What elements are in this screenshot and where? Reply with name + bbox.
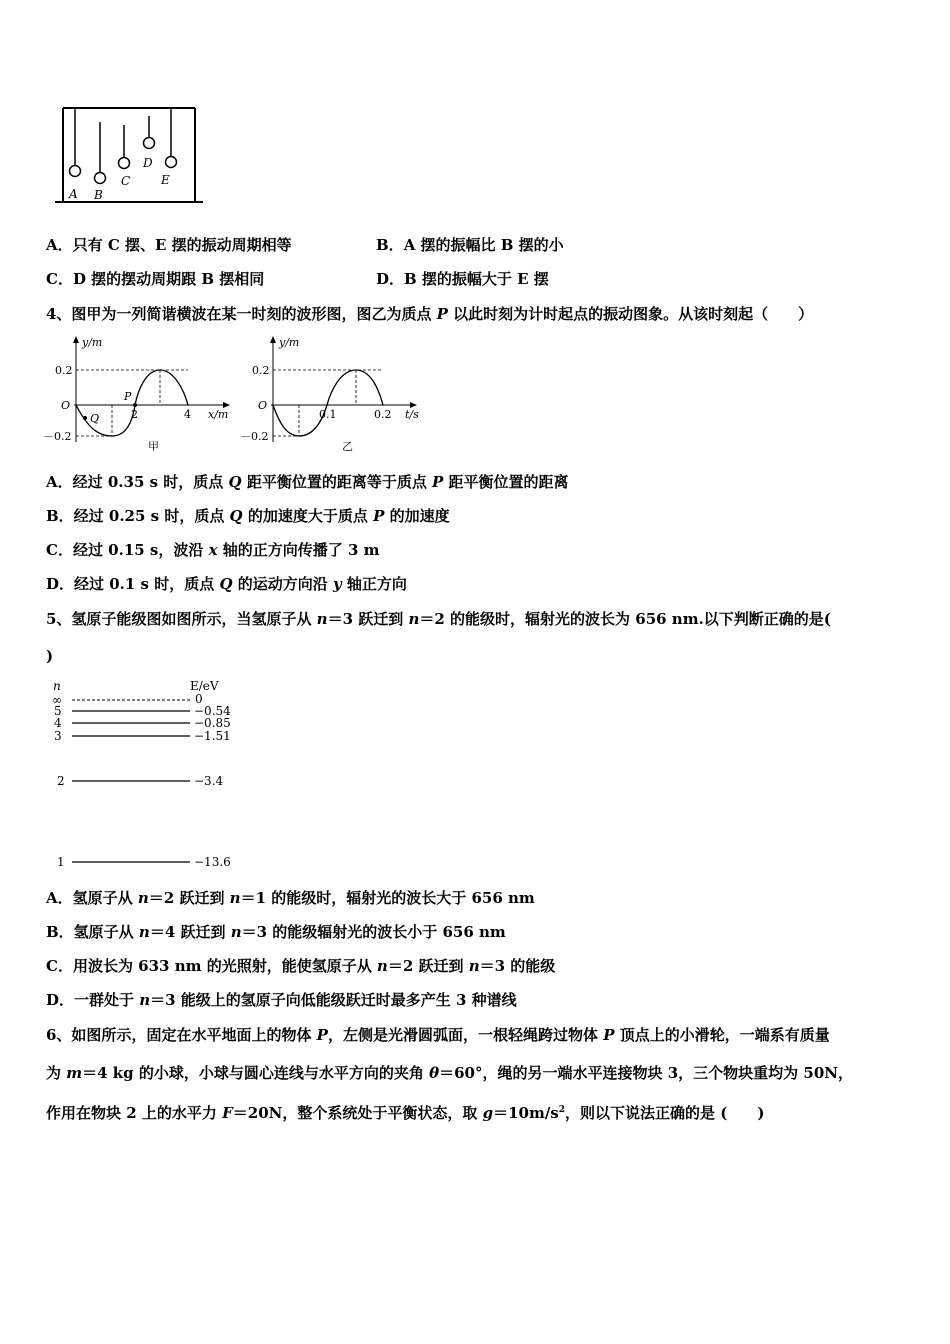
level-n-header: n — [53, 679, 61, 693]
level-e-3: −1.51 — [194, 729, 231, 743]
level-e-inf: 0 — [195, 692, 203, 706]
yi-tick-x-2: 0.2 — [374, 408, 392, 421]
level-n-5: 5 — [54, 704, 62, 718]
wave-figure-yi — [235, 330, 435, 460]
q4-stem: 4、图甲为一列简谐横波在某一时刻的波形图，图乙为质点 P 以此时刻为计时起点的振动图象。从该时刻起（ ） — [46, 305, 814, 323]
yi-tick-y-pos: 0.2 — [252, 364, 270, 377]
q4-option-b: B．经过 0.25 s 时，质点 Q 的加速度大于质点 P 的加速度 — [46, 507, 450, 525]
jia-xlabel: x/m — [208, 408, 229, 421]
jia-point-q: Q — [90, 412, 100, 425]
q4-option-a: A．经过 0.35 s 时，质点 Q 距平衡位置的距离等于质点 P 距平衡位置的距离 — [46, 473, 569, 491]
q5-stem-close: ) — [46, 647, 54, 665]
level-n-4: 4 — [54, 716, 62, 730]
yi-caption: 乙 — [342, 440, 353, 453]
q3-option-c: C．D 摆的摆动周期跟 B 摆相同 — [46, 270, 265, 288]
level-e-2: −3.4 — [194, 774, 224, 788]
jia-ylabel: y/m — [82, 336, 103, 349]
level-n-3: 3 — [54, 729, 62, 743]
level-e-1: −13.6 — [194, 855, 231, 869]
jia-point-p: P — [124, 390, 132, 403]
jia-tick-x-2: 2 — [131, 408, 138, 421]
jia-tick-y-neg: －0.2 — [43, 430, 72, 443]
level-e-header: E/eV — [190, 679, 219, 693]
q6-line-3: 作用在物块 2 上的水平力 F＝20N，整个系统处于平衡状态，取 $g=10m/s^2$，则以下说法正确的是 ( ) — [46, 1104, 765, 1122]
q6-line-1: 6、如图所示，固定在水平地面上的物体 P，左侧是光滑圆弧面，一根轻绳跨过物体 P 顶点上的小滑轮，一端系有质量 — [46, 1026, 830, 1044]
level-n-inf: ∞ — [52, 693, 62, 707]
level-n-2: 2 — [57, 774, 65, 788]
q4-option-c: C．经过 0.15 s，波沿 x 轴的正方向传播了 3 m — [46, 541, 380, 559]
yi-ylabel: y/m — [279, 336, 300, 349]
wave-figure-jia — [38, 330, 238, 460]
yi-tick-y-neg: －0.2 — [240, 430, 269, 443]
q3-option-d: D．B 摆的振幅大于 E 摆 — [376, 270, 549, 288]
q5-stem: 5、氢原子能级图如图所示，当氢原子从 n＝3 跃迁到 n＝2 的能级时，辐射光的波长为 656 nm.以下判断正确的是( — [46, 610, 831, 628]
q6-line-2: 为 m＝4 kg 的小球，小球与圆心连线与水平方向的夹角 θ＝60°，绳的另一端水平连接物块 3，三个物块重均为 50N， — [46, 1064, 853, 1082]
pendulum-label-d: D — [143, 156, 153, 170]
energy-level-figure — [48, 676, 248, 876]
q3-option-b: B．A 摆的振幅比 B 摆的小 — [376, 236, 564, 254]
pendulum-figure — [55, 100, 205, 210]
q3-option-a: A．只有 C 摆、E 摆的振动周期相等 — [46, 236, 292, 254]
q5-option-a: A．氢原子从 n＝2 跃迁到 n＝1 的能级时，辐射光的波长大于 656 nm — [46, 889, 535, 907]
q5-option-c: C．用波长为 633 nm 的光照射，能使氢原子从 n＝2 跃迁到 n＝3 的能级 — [46, 957, 556, 975]
level-e-5: −0.54 — [194, 704, 231, 718]
pendulum-label-a: A — [69, 187, 78, 201]
yi-tick-x-1: 0.1 — [319, 408, 337, 421]
pendulum-label-e: E — [161, 173, 170, 187]
level-n-1: 1 — [57, 855, 65, 869]
pendulum-label-b: B — [94, 188, 103, 202]
pendulum-label-c: C — [121, 174, 131, 188]
jia-tick-y-pos: 0.2 — [55, 364, 73, 377]
q5-option-b: B．氢原子从 n＝4 跃迁到 n＝3 的能级辐射光的波长小于 656 nm — [46, 923, 506, 941]
yi-origin: O — [258, 399, 268, 412]
level-e-4: −0.85 — [194, 716, 231, 730]
yi-xlabel: t/s — [405, 408, 419, 421]
jia-caption: 甲 — [148, 440, 159, 453]
q5-option-d: D．一群处于 n＝3 能级上的氢原子向低能级跃迁时最多产生 3 种谱线 — [46, 991, 517, 1009]
q4-option-d: D．经过 0.1 s 时，质点 Q 的运动方向沿 y 轴正方向 — [46, 575, 407, 593]
jia-tick-x-4: 4 — [184, 408, 191, 421]
jia-origin: O — [61, 399, 71, 412]
